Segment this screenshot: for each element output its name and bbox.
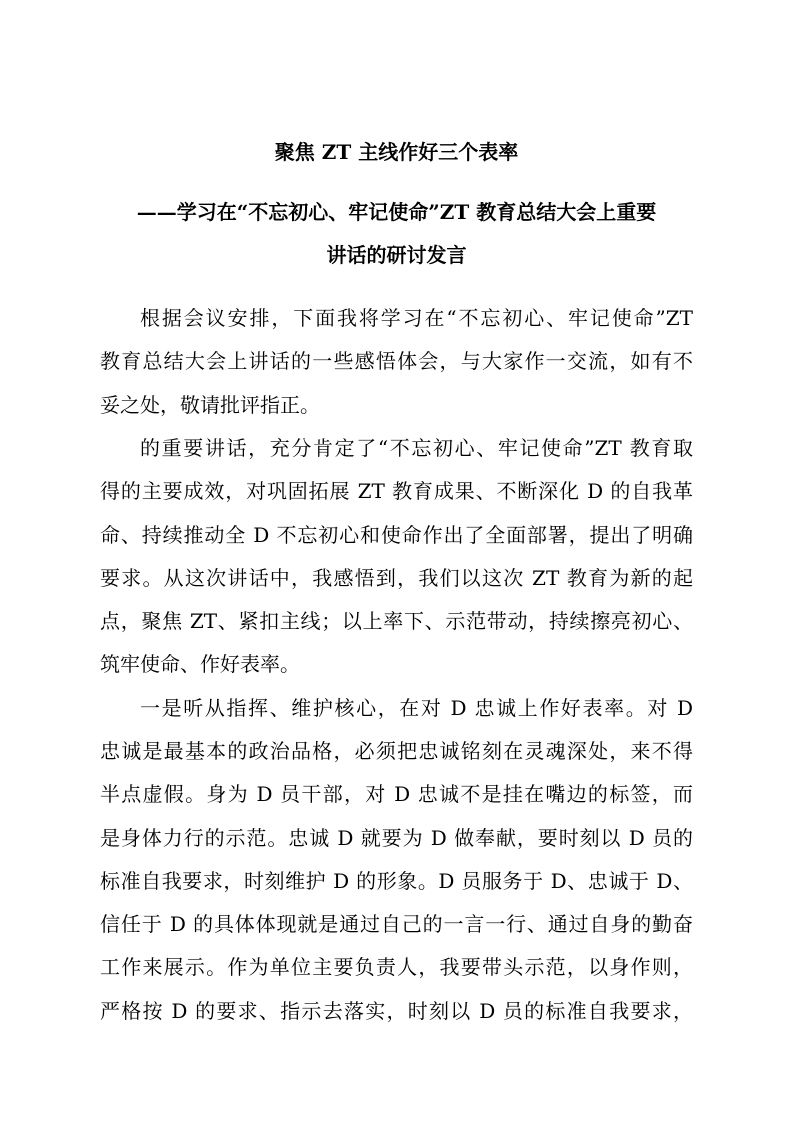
paragraph-3-line-5: 标准自我要求，时刻维护 D 的形象。D 员服务于 D、忠诚于 D、	[100, 869, 693, 893]
paragraph-2-line-2: 得的主要成效，对巩固拓展 ZT 教育成果、不断深化 D 的自我革	[100, 479, 693, 503]
paragraph-2-line-5: 点，聚焦 ZT、紧扣主线；以上率下、示范带动，持续擦亮初心、	[100, 609, 693, 633]
paragraph-3-line-8: 严格按 D 的要求、指示去落实，时刻以 D 员的标准自我要求，	[100, 999, 693, 1023]
paragraph-3-line-6: 信任于 D 的具体体现就是通过自己的一言一行、通过自身的勤奋	[100, 912, 693, 936]
document-subtitle-line-2: 讲话的研讨发言	[326, 243, 467, 267]
paragraph-2-line-4: 要求。从这次讲话中，我感悟到，我们以这次 ZT 教育为新的起	[100, 566, 693, 590]
paragraph-3-line-3: 半点虚假。身为 D 员干部，对 D 忠诚不是挂在嘴边的标签，而	[100, 782, 693, 806]
paragraph-2-line-1: 的重要讲话，充分肯定了“不忘初心、牢记使命”ZT 教育取	[140, 436, 693, 460]
document-title: 聚焦 ZT 主线作好三个表率	[274, 140, 519, 164]
paragraph-3-line-4: 是身体力行的示范。忠诚 D 就要为 D 做奉献，要时刻以 D 员的	[100, 826, 693, 850]
paragraph-1-line-3: 妥之处，敬请批评指正。	[100, 393, 320, 417]
paragraph-3-line-2: 忠诚是最基本的政治品格，必须把忠诚铭刻在灵魂深处，来不得	[100, 739, 693, 763]
paragraph-3-line-1: 一是听从指挥、维护核心，在对 D 忠诚上作好表率。对 D	[140, 696, 693, 720]
document-subtitle-line-1: ——学习在“不忘初心、牢记使命”ZT 教育总结大会上重要	[136, 200, 657, 224]
paragraph-2-line-6: 筑牢使命、作好表率。	[100, 652, 300, 676]
paragraph-1-line-2: 教育总结大会上讲话的一些感悟体会，与大家作一交流，如有不	[100, 349, 693, 373]
paragraph-1-line-1: 根据会议安排，下面我将学习在“不忘初心、牢记使命”ZT	[140, 306, 693, 330]
paragraph-2-line-3: 命、持续推动全 D 不忘初心和使命作出了全面部署，提出了明确	[100, 523, 693, 547]
paragraph-3-line-7: 工作来展示。作为单位主要负责人，我要带头示范，以身作则，	[100, 955, 693, 979]
